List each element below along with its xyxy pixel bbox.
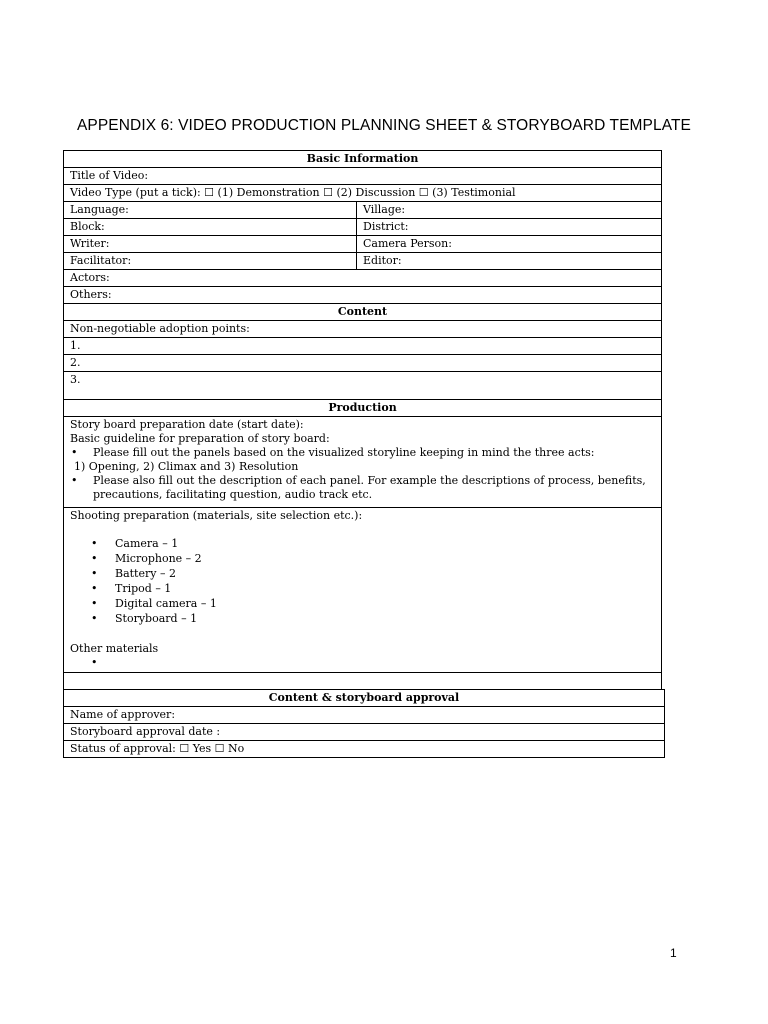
- block-field[interactable]: Block:: [64, 219, 357, 236]
- others-field[interactable]: Others:: [64, 287, 662, 304]
- guideline-bullet-1-text: Please fill out the panels based on the visualized storyline keeping in mind the three acts:: [93, 446, 595, 459]
- empty-row[interactable]: [64, 673, 662, 690]
- basic-information-header: Basic Information: [64, 151, 662, 168]
- adoption-point-1[interactable]: 1.: [64, 338, 662, 355]
- page-number: 1: [670, 946, 677, 960]
- bullet-icon: •: [91, 567, 98, 580]
- material-label: Storyboard – 1: [115, 612, 198, 625]
- list-item: [70, 597, 655, 612]
- approval-header: Content & storyboard approval: [64, 690, 665, 707]
- village-field[interactable]: Village:: [357, 202, 662, 219]
- material-label: Tripod – 1: [115, 582, 172, 595]
- facilitator-field[interactable]: Facilitator:: [64, 253, 357, 270]
- other-materials-list: [70, 656, 655, 671]
- list-item: [70, 582, 655, 597]
- actors-field[interactable]: Actors:: [64, 270, 662, 287]
- document-title: APPENDIX 6: VIDEO PRODUCTION PLANNING SHEET & STORYBOARD TEMPLATE: [76, 117, 691, 134]
- guideline-bullet-1: [70, 446, 655, 460]
- adoption-point-2[interactable]: 2.: [64, 355, 662, 372]
- acts-label: 1) Opening, 2) Climax and 3) Resolution: [74, 460, 299, 473]
- approval-table: [63, 689, 665, 758]
- editor-field[interactable]: Editor:: [357, 253, 662, 270]
- guideline-label: Basic guideline for preparation of story board:: [70, 432, 330, 445]
- approver-name-field[interactable]: Name of approver:: [64, 707, 665, 724]
- adoption-points-label: Non-negotiable adoption points:: [64, 321, 662, 338]
- bullet-icon: •: [91, 656, 98, 669]
- other-materials-label: Other materials: [70, 642, 159, 655]
- guideline-bullet-2-text: Please also fill out the description of each panel. For example the descriptions of process, benefits, precautions, facilitating question, audio track etc.: [93, 474, 646, 501]
- bullet-icon: •: [91, 597, 98, 610]
- guideline-bullet-2: [70, 474, 655, 502]
- production-header: Production: [64, 400, 662, 417]
- approval-status-field[interactable]: Status of approval: ☐ Yes ☐ No: [64, 741, 665, 758]
- language-field[interactable]: Language:: [64, 202, 357, 219]
- material-label: Battery – 2: [115, 567, 176, 580]
- list-item: [70, 537, 655, 552]
- material-label: Digital camera – 1: [115, 597, 217, 610]
- bullet-icon: •: [91, 537, 98, 550]
- video-type-field[interactable]: Video Type (put a tick): ☐ (1) Demonstration ☐ (2) Discussion ☐ (3) Testimonial: [64, 185, 662, 202]
- material-label: Camera – 1: [115, 537, 179, 550]
- material-label: Microphone – 2: [115, 552, 202, 565]
- bullet-icon: •: [91, 552, 98, 565]
- bullet-icon: •: [71, 474, 78, 487]
- materials-list: [70, 537, 655, 627]
- storyboard-guideline-cell[interactable]: [64, 417, 662, 508]
- approval-date-field[interactable]: Storyboard approval date :: [64, 724, 665, 741]
- bullet-icon: •: [91, 582, 98, 595]
- adoption-point-3[interactable]: 3.: [64, 372, 662, 400]
- bullet-icon: •: [91, 612, 98, 625]
- title-of-video-field[interactable]: Title of Video:: [64, 168, 662, 185]
- camera-person-field[interactable]: Camera Person:: [357, 236, 662, 253]
- list-item: [70, 552, 655, 567]
- bullet-icon: •: [71, 446, 78, 459]
- writer-field[interactable]: Writer:: [64, 236, 357, 253]
- list-item: [70, 656, 655, 671]
- planning-sheet-table: [63, 150, 662, 690]
- content-header: Content: [64, 304, 662, 321]
- storyboard-date-label: Story board preparation date (start date):: [70, 418, 304, 431]
- list-item: [70, 612, 655, 627]
- district-field[interactable]: District:: [357, 219, 662, 236]
- list-item: [70, 567, 655, 582]
- shooting-preparation-cell[interactable]: [64, 508, 662, 673]
- shooting-preparation-label: Shooting preparation (materials, site selection etc.):: [70, 509, 363, 522]
